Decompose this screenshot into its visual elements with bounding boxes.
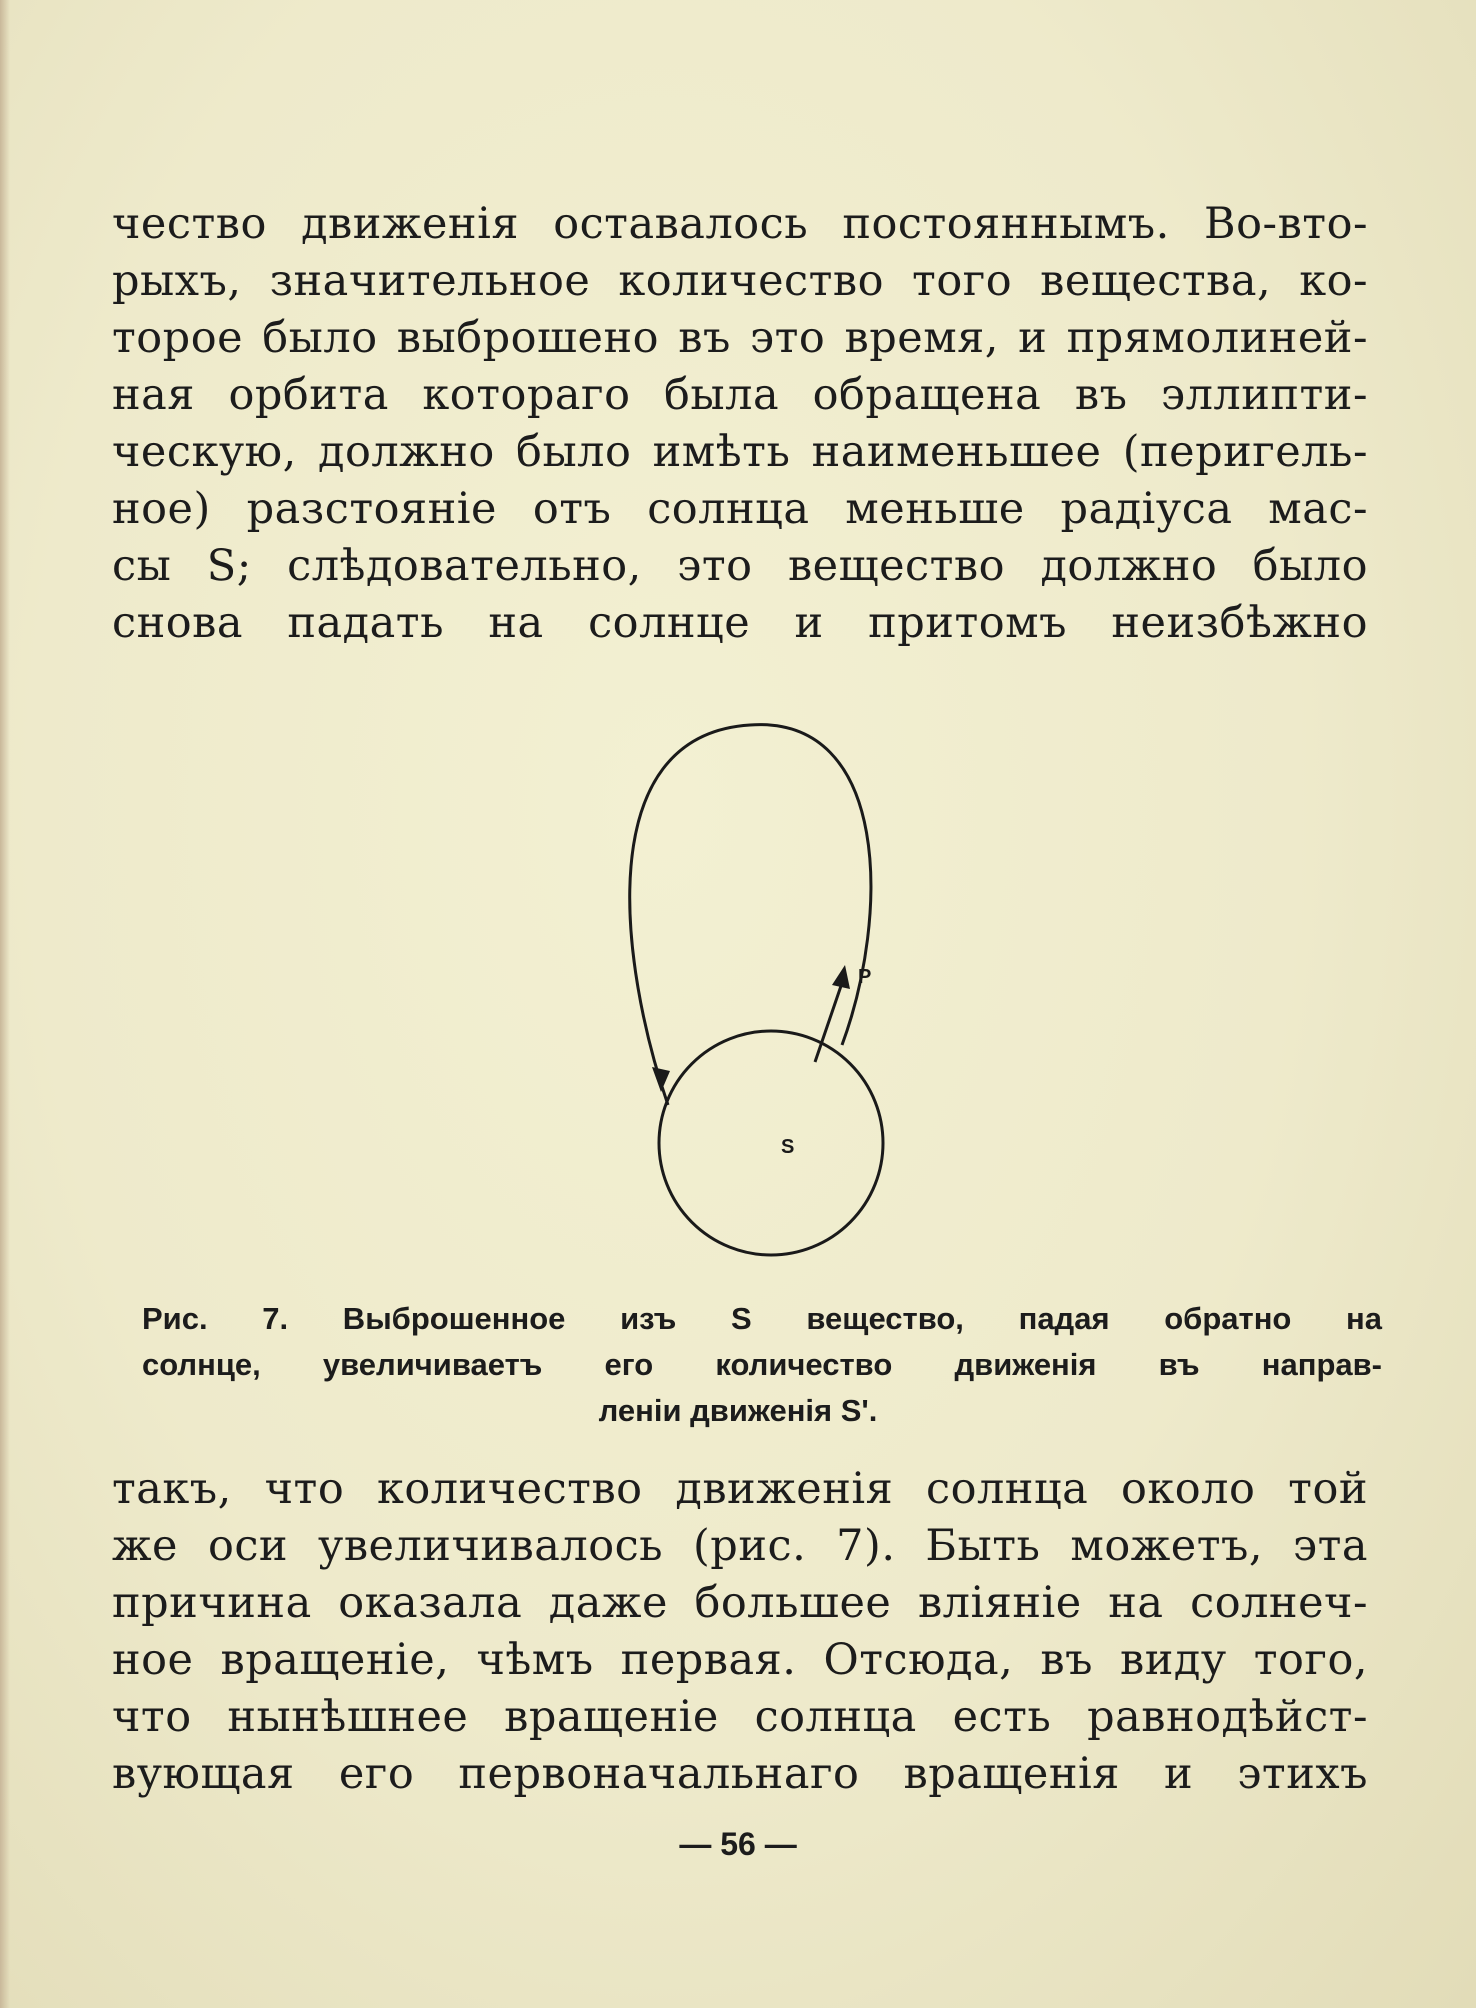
text-line: ная орбита котораго была обращена въ эллипти- [112, 370, 1368, 420]
label-p: P [858, 966, 872, 988]
page-edge-shadow [0, 0, 10, 2008]
text-line: рыхъ, значительное количество того вещества, ко- [112, 256, 1368, 306]
text-line: чество движенія оставалось постояннымъ. Во-вто- [112, 199, 1368, 249]
page-number: — 56 — [679, 1826, 797, 1862]
caption-line: солнце, увеличиваетъ его количество движенія въ направ- [142, 1347, 1382, 1382]
sun-circle [659, 1031, 883, 1255]
text-line: сы S; слѣдовательно, это вещество должно было [112, 541, 1368, 591]
text-line: что нынѣшнее вращеніе солнца есть равнодѣйст- [112, 1692, 1368, 1742]
label-s: S [781, 1136, 795, 1158]
ejection-path [815, 983, 842, 1062]
text-line: причина оказала даже большее вліяніе на солнеч- [112, 1578, 1368, 1628]
text-line: такъ, что количество движенія солнца около той [112, 1464, 1368, 1514]
text-line: вующая его первоначальнаго вращенія и этихъ [112, 1749, 1368, 1799]
arrow-down-icon [652, 1067, 670, 1092]
caption-line: леніи движенія S'. [598, 1393, 878, 1428]
text-line: торое было выброшено въ это время, и прямолиней- [112, 313, 1368, 363]
text-line: ное) разстояніе отъ солнца меньше радіуса мас- [112, 484, 1368, 534]
text-line: снова падать на солнце и притомъ неизбѣжно [112, 598, 1368, 648]
text-line: ческую, должно было имѣть наименьшее (перигель- [112, 427, 1368, 477]
text-line: же оси увеличивалось (рис. 7). Быть можетъ, эта [112, 1521, 1368, 1571]
orbit-loop-path [630, 725, 871, 1105]
caption-line: Рис. 7. Выброшенное изъ S вещество, падая обратно на [142, 1301, 1382, 1336]
text-line: ное вращеніе, чѣмъ первая. Отсюда, въ виду того, [112, 1635, 1368, 1685]
arrow-up-icon [832, 965, 850, 989]
orbit-figure [600, 715, 920, 1275]
